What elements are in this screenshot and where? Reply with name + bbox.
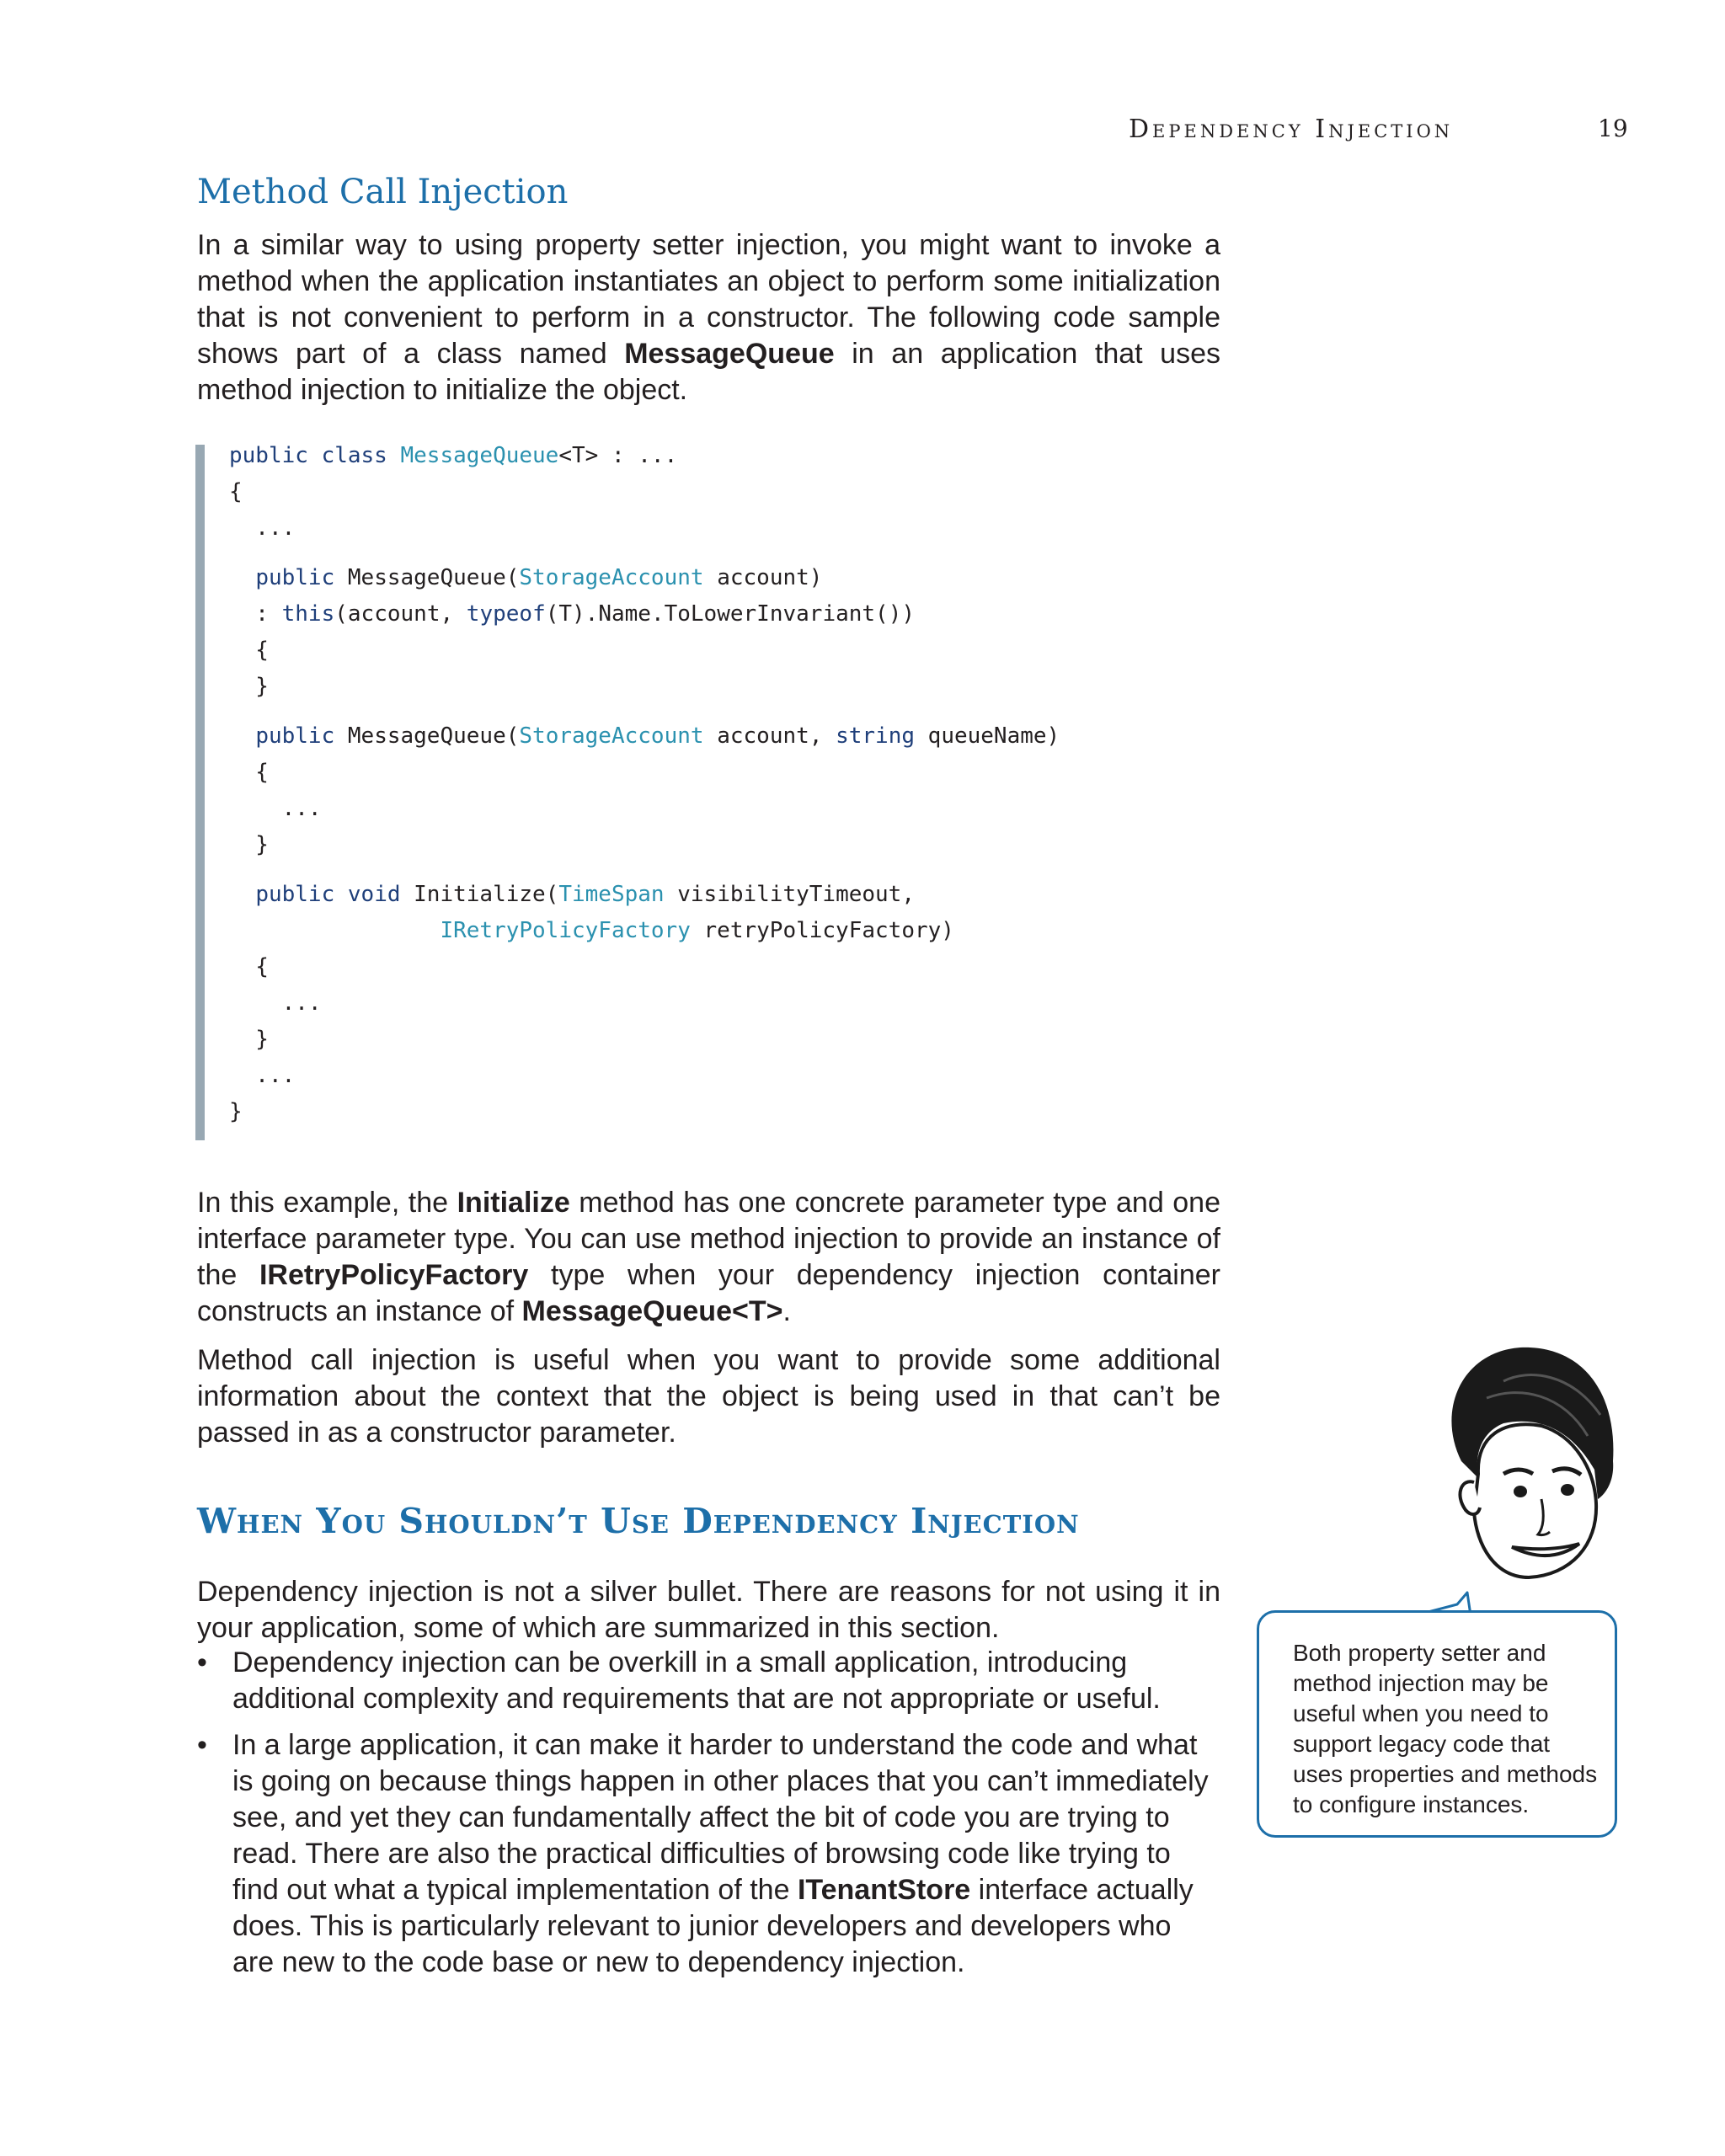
code-text: visibilityTimeout, <box>664 882 915 907</box>
code-text: account, <box>703 723 836 749</box>
code-line <box>229 718 1060 755</box>
when-not-intro-paragraph: Dependency injection is not a silver bullet. There are reasons for not using it in your application, some of which are summarized in this section. <box>197 1576 1220 1644</box>
code-text: { <box>229 760 269 785</box>
code-line <box>229 877 1060 913</box>
code-line <box>229 985 1060 1022</box>
inline-code-term: MessageQueue <box>624 338 835 370</box>
code-text: } <box>229 832 269 857</box>
intro-paragraph: In a similar way to using property setter injection, you might want to invoke a method when the application instantiates an object to perform some initialization that is not convenient to perform in a constructor. The following code sample shows part of a class named MessageQueue in an application that uses method injection to initialize the object. <box>197 229 1220 406</box>
code-line <box>229 632 1060 669</box>
code-text: : <box>229 601 282 627</box>
code-text: } <box>229 1027 269 1052</box>
code-line <box>229 949 1060 985</box>
code-line <box>229 1094 1060 1130</box>
code-text: retryPolicyFactory) <box>690 918 954 943</box>
running-head: Dependency Injection <box>1129 115 1454 144</box>
code-keyword: public void <box>255 882 401 907</box>
code-text: { <box>229 954 269 979</box>
code-text: (account, <box>334 601 467 627</box>
code-keyword: string <box>836 723 916 749</box>
code-keyword: public class <box>229 443 401 468</box>
code-block-bar <box>195 445 205 1140</box>
code-text: <T> : ... <box>558 443 678 468</box>
code-text: queueName) <box>915 723 1060 749</box>
code-keyword: public <box>255 565 335 590</box>
code-line <box>229 755 1060 791</box>
code-blank-line <box>229 547 1060 560</box>
code-blank-line <box>229 863 1060 877</box>
code-text: } <box>229 674 269 699</box>
code-line <box>229 791 1060 827</box>
code-text: Initialize( <box>400 882 559 907</box>
code-text: (T).Name.ToLowerInvariant()) <box>545 601 916 627</box>
code-text: ... <box>229 515 296 541</box>
code-text: { <box>229 638 269 663</box>
example-paragraph: In this example, the Initialize method has one concrete parameter type and one interface parameter type. You can use method injection to provide an instance of the IRetryPolicyFactory type when your dependency injection container constructs an instance of MessageQueue<T>. <box>197 1187 1221 1327</box>
code-text: account) <box>703 565 823 590</box>
section-heading-when-not-to-use: When You Shouldn’t Use Dependency Injection <box>197 1501 1080 1541</box>
list-item: • Dependency injection can be overkill in a small application, introducing additional complexity and requirements that are not appropriate or useful. <box>197 1645 1220 1717</box>
section-heading-method-call-injection: Method Call Injection <box>197 173 569 211</box>
code-type-name: StorageAccount <box>519 565 704 590</box>
code-text: { <box>229 479 243 504</box>
code-line <box>229 596 1060 632</box>
code-keyword: typeof <box>466 601 546 627</box>
author-portrait-icon <box>1402 1335 1638 1588</box>
code-line <box>229 913 1060 949</box>
code-text <box>229 565 255 590</box>
code-text: ... <box>229 1063 296 1088</box>
code-text <box>229 723 255 749</box>
code-text: } <box>229 1099 243 1124</box>
code-line <box>229 474 1060 510</box>
inline-code-term: ITenantStore <box>797 1874 971 1906</box>
usefulness-paragraph: Method call injection is useful when you want to provide some additional information about the context that the object is being used in that can’t be passed in as a constructor parameter. <box>197 1344 1220 1449</box>
code-blank-line <box>229 705 1060 718</box>
code-keyword: public <box>255 723 335 749</box>
page-number: 19 <box>1598 115 1628 142</box>
code-text <box>229 918 440 943</box>
code-line <box>229 1058 1060 1094</box>
code-line <box>229 510 1060 547</box>
code-text: ... <box>229 796 322 821</box>
reasons-list <box>197 1645 1220 1991</box>
inline-code-term: IRetryPolicyFactory <box>259 1259 529 1291</box>
code-text: ... <box>229 990 322 1016</box>
code-text <box>229 882 255 907</box>
code-keyword: this <box>281 601 335 627</box>
inline-code-term: Initialize <box>457 1187 570 1219</box>
list-item: • In a large application, it can make it harder to understand the code and what is going on because things happen in other places that you can’t immediately see, and yet they can fundamentally affect the bit of code you are trying to read. There are also the practical difficulties of browsing code like trying to find out what a typical implementation of the ITenantStore interface actually does. This is particularly relevant to junior developers and developers who are new to the code base or new to dependency injection. <box>197 1727 1220 1981</box>
code-line <box>229 1022 1060 1058</box>
code-text: MessageQueue( <box>334 723 520 749</box>
code-block <box>229 438 1060 1130</box>
code-line <box>229 827 1060 863</box>
code-line <box>229 560 1060 596</box>
code-text: MessageQueue( <box>334 565 520 590</box>
inline-code-term: MessageQueue<T> <box>521 1295 783 1327</box>
sidebar-callout: Both property setter and method injection may be useful when you need to support legacy code that uses properties and methods to configure instances. <box>1257 1610 1617 1838</box>
code-type-name: IRetryPolicyFactory <box>440 918 691 943</box>
code-type-name: TimeSpan <box>558 882 665 907</box>
code-type-name: StorageAccount <box>519 723 704 749</box>
code-line <box>229 669 1060 705</box>
code-line <box>229 438 1060 474</box>
code-type-name: MessageQueue <box>400 443 559 468</box>
